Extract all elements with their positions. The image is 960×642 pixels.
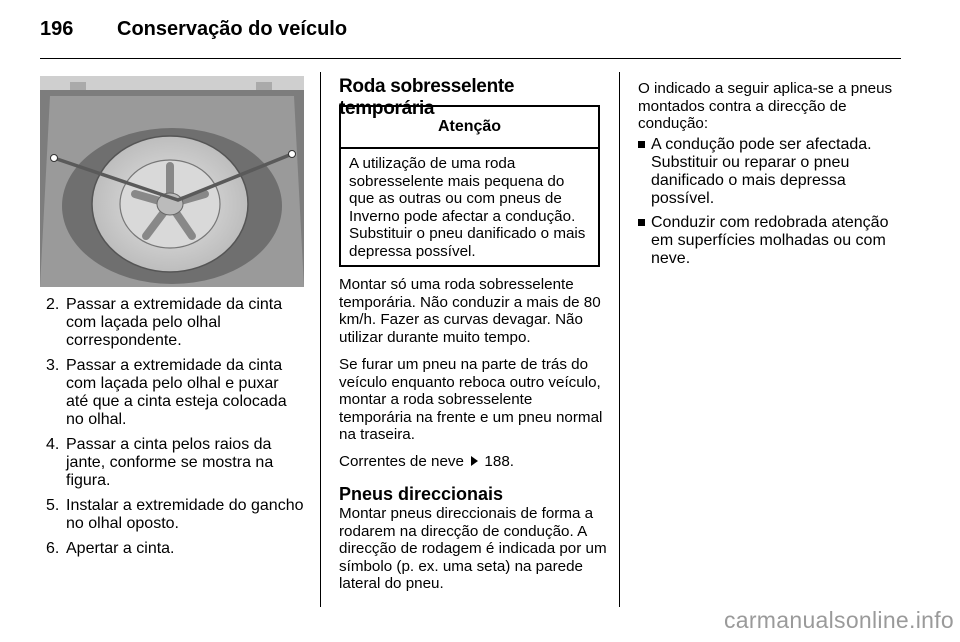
snow-chains-label: Correntes de neve [339, 453, 464, 470]
list-item [40, 497, 304, 533]
step-text: Passar a cinta pelos raios da jante, conforme se mostra na figura. [66, 436, 274, 489]
column-divider-2 [619, 72, 620, 607]
column-divider-1 [320, 72, 321, 607]
watermark: carmanualsonline.info [723, 607, 954, 633]
instruction-steps [40, 296, 304, 565]
list-item [40, 296, 304, 350]
step-text: Passar a extremidade da cinta com laçada pelo olhal correspondente. [66, 296, 283, 349]
reverse-mounting-bullets [638, 136, 902, 274]
square-bullet-icon [638, 219, 645, 226]
caution-box [339, 105, 600, 267]
section-title: Roda sobresselente temporária [339, 76, 515, 119]
spare-wheel-image [40, 76, 304, 287]
list-item [638, 136, 902, 208]
list-item [40, 357, 304, 429]
square-bullet-icon [638, 141, 645, 148]
directional-tyres-title: Pneus direccionais [339, 484, 504, 504]
list-item [40, 436, 304, 490]
step-text: Passar a extremidade da cinta com laçada pelo olhal e puxar até que a cinta esteja colocada no olhal. [66, 357, 287, 428]
header-divider [40, 58, 901, 59]
reference-arrow-icon [471, 456, 478, 466]
page-reference-link[interactable]: 188. [484, 453, 514, 470]
step-number: 6. [46, 540, 60, 557]
list-item [40, 540, 304, 558]
step-text: Apertar a cinta. [66, 540, 175, 557]
step-number: 2. [46, 296, 60, 313]
spare-wheel-paragraph-2: Se furar um pneu na parte de trás do veículo enquanto reboca outro veículo, montar a roda sobresselente temporária na frente e um pneu normal na traseira. [339, 356, 603, 443]
directional-tyres-text: Montar pneus direccionais de forma a rodarem na direcção de condução. A direcção de rodagem é indicada por um símbolo (p. ex. uma seta) na parede lateral do pneu. [339, 505, 607, 592]
page-header [40, 0, 901, 58]
step-text: Instalar a extremidade do gancho no olhal oposto. [66, 497, 304, 532]
bullet-text: A condução pode ser afectada. Substituir ou reparar o pneu danificado o mais depressa possível. [651, 136, 872, 207]
step-number: 5. [46, 497, 60, 514]
caution-text: A utilização de uma roda sobresselente mais pequena do que as outras ou com pneus de Inverno pode afectar a condução. Substituir o pneu danificado o mais depressa possível. [349, 155, 586, 260]
step-number: 4. [46, 436, 60, 453]
list-item [638, 214, 902, 268]
reverse-mounting-intro: O indicado a seguir aplica-se a pneus montados contra a direcção de condução: [638, 80, 893, 132]
step-number: 3. [46, 357, 60, 374]
bullet-text: Conduzir com redobrada atenção em superfícies molhadas ou com neve. [651, 214, 889, 267]
spare-wheel-illustration [40, 76, 304, 287]
spare-wheel-paragraph-1: Montar só uma roda sobresselente temporária. Não conduzir a mais de 80 km/h. Fazer as curvas devagar. Não utilizar durante muito tempo. [339, 276, 601, 346]
caution-heading: Atenção [341, 107, 598, 149]
page-title: Conservação do veículo [117, 18, 348, 40]
page-number: 196 [40, 18, 74, 40]
snow-chains-reference [339, 453, 605, 471]
